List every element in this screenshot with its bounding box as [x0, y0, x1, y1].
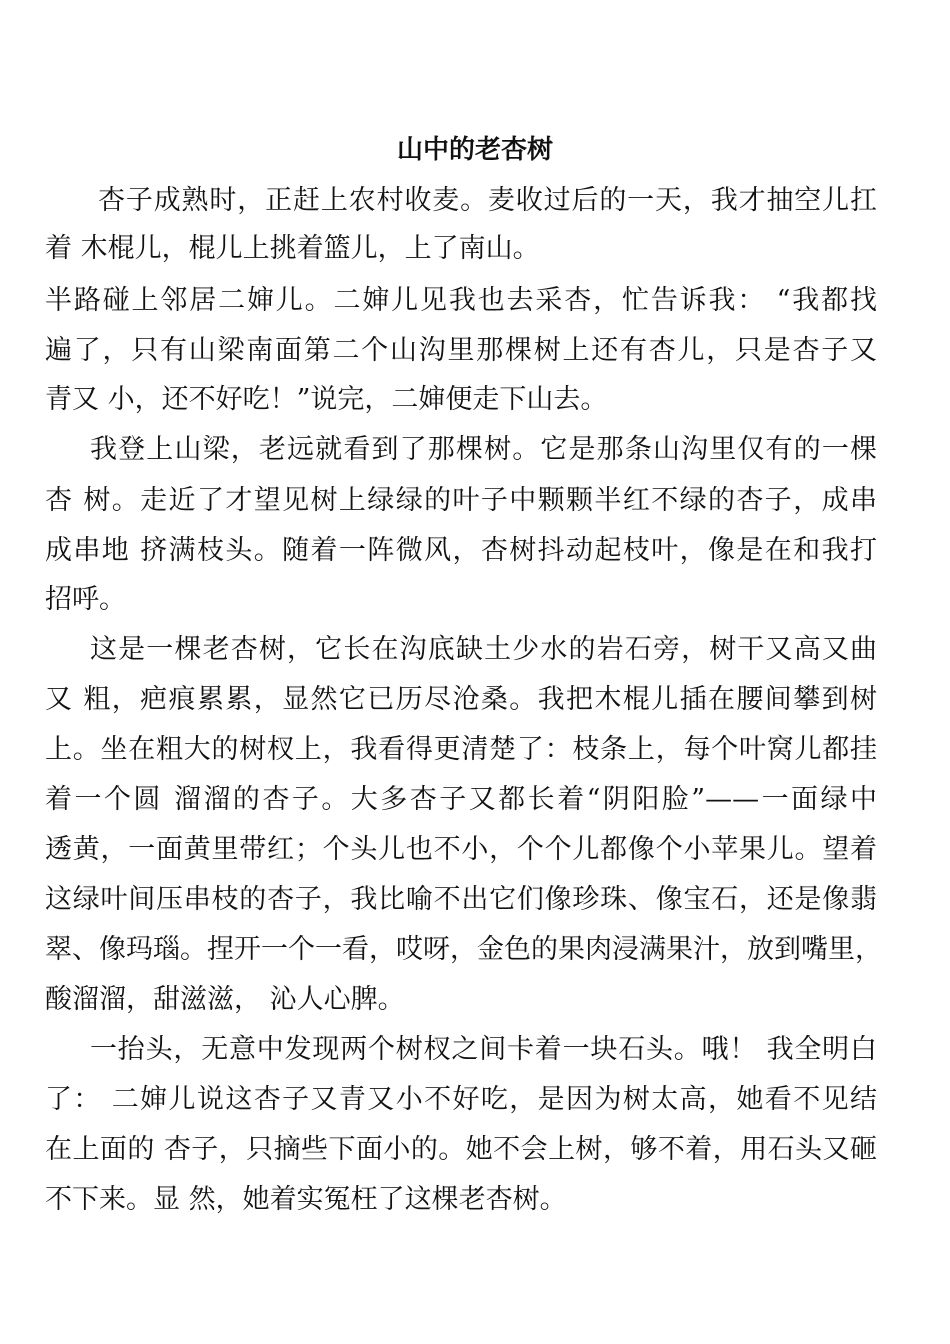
text-line: 透黄，一面黄里带红；个头儿也不小，个个儿都像个小苹果儿。望着 [45, 834, 877, 865]
text-line: 一抬头，无意中发现两个树杈之间卡着一块石头。哦！ 我全明白 [90, 1034, 877, 1065]
text-line: 遍了，只有山梁南面第二个山沟里那棵树上还有杏儿，只是杏子又 [45, 335, 877, 366]
text-line: 我登上山梁，老远就看到了那棵树。它是那条山沟里仅有的一棵 [90, 434, 877, 465]
text-line: 了： 二婶儿说这杏子又青又小不好吃，是因为树太高，她看不见结 [45, 1084, 877, 1115]
text-line: 青又 小，还不好吃！”说完，二婶便走下山去。 [45, 384, 608, 415]
text-line: 又 粗，疤痕累累，显然它已历尽沧桑。我把木棍儿插在腰间攀到树 [45, 684, 877, 715]
text-line: 这是一棵老杏树，它长在沟底缺土少水的岩石旁，树干又高又曲 [90, 634, 877, 665]
text-line: 成串地 挤满枝头。随着一阵微风，杏树抖动起枝叶，像是在和我打 [45, 535, 877, 566]
text-line: 翠、像玛瑙。捏开一个一看，哎呀，金色的果肉浸满果汁，放到嘴里， [45, 934, 882, 965]
text-line: 杏 树。走近了才望见树上绿绿的叶子中颗颗半红不绿的杏子，成串 [45, 485, 877, 516]
text-line: 杏子成熟时，正赶上农村收麦。麦收过后的一天，我才抽空儿扛 [98, 185, 877, 216]
document-title: 山中的老杏树 [396, 135, 553, 165]
text-line: 着一个圆 溜溜的杏子。大多杏子又都长着“阴阳脸”——一面绿中 [45, 784, 877, 815]
text-line: 着 木棍儿，棍儿上挑着篮儿，上了南山。 [45, 233, 540, 264]
text-line: 上。坐在粗大的树杈上，我看得更清楚了：枝条上，每个叶窝儿都挂 [45, 734, 877, 765]
text-line: 不下来。显 然，她着实冤枉了这棵老杏树。 [45, 1184, 567, 1215]
text-line: 半路碰上邻居二婶儿。二婶儿见我也去采杏，忙告诉我： “我都找 [45, 285, 877, 316]
text-line: 招呼。 [45, 584, 126, 615]
text-line: 这绿叶间压串枝的杏子，我比喻不出它们像珍珠、像宝石，还是像翡 [45, 884, 877, 915]
text-line: 在上面的 杏子，只摘些下面小的。她不会上树，够不着，用石头又砸 [45, 1134, 877, 1165]
text-line: 酸溜溜，甜滋滋， 沁人心脾。 [45, 984, 405, 1015]
